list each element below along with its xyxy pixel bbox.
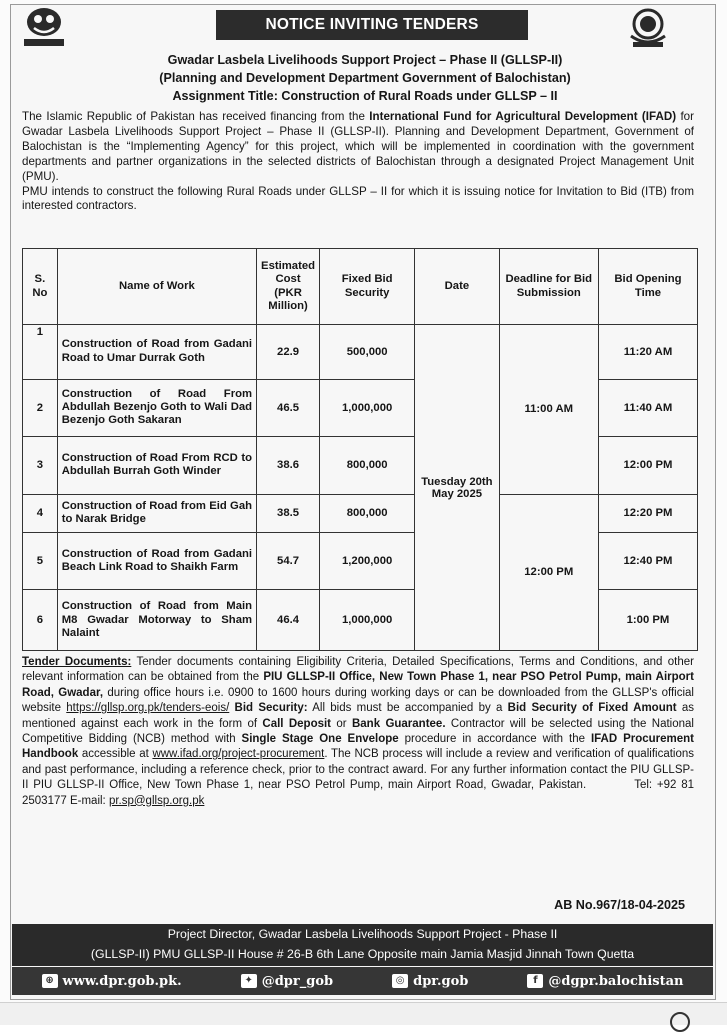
cell-cost: 22.9 (257, 325, 320, 380)
cell-deadline-1: 11:00 AM (499, 325, 598, 495)
footer-address (12, 924, 713, 966)
cell-name: Construction of Road From RCD to Abdullah Burrah Goth Winder (57, 437, 256, 495)
header-deadline: Deadline for Bid Submission (499, 249, 598, 325)
cell-cost: 46.5 (257, 379, 320, 437)
cell-name: Construction of Road from Main M8 Gwadar Motorway to Sham Nalaint (57, 590, 256, 651)
header-name: Name of Work (57, 249, 256, 325)
cell-opening: 1:00 PM (598, 590, 697, 651)
project-name: Gwadar Lasbela Livelihoods Support Project – Phase II (GLLSP-II) (167, 53, 563, 67)
viewer-bottom-strip (0, 1002, 727, 1025)
viewer-control-icon[interactable] (670, 1012, 690, 1032)
table-header-row (23, 249, 698, 325)
contact-tel: Tel: +92 81 2503177 E-mail: (22, 779, 695, 807)
cell-opening: 11:40 AM (598, 379, 697, 437)
cell-name: Construction of Road from Eid Gah to Narak Bridge (57, 494, 256, 532)
cell-security: 1,000,000 (320, 590, 415, 651)
cell-cost: 38.6 (257, 437, 320, 495)
twitter-icon: ✦ (241, 974, 257, 988)
cell-opening: 12:20 PM (598, 494, 697, 532)
cell-sno: 1 (23, 325, 58, 380)
cell-security: 800,000 (320, 437, 415, 495)
footer-line-1: Project Director, Gwadar Lasbela Livelihoods Support Project - Phase II (167, 927, 558, 941)
balochistan-emblem-icon (623, 6, 673, 50)
tender-documents-label: Tender Documents: (22, 656, 132, 668)
assignment-title: Assignment Title: Construction of Rural Roads under GLLSP – II (172, 89, 558, 103)
gllsp-logo-icon (19, 6, 69, 50)
header-date: Date (415, 249, 499, 325)
footer-line-2: (GLLSP-II) PMU GLLSP-II House # 26-B 6th Lane Opposite main Jamia Masjid Jinnah Town Quetta (90, 947, 635, 961)
intro-paragraph-2: PMU intends to construct the following Rural Roads under GLLSP – II for which it is issuing notice for Invitation to Bid (ITB) from interested contractors. (22, 184, 694, 213)
tenders-website-link[interactable]: https://gllsp.org.pk/tenders-eois/ (66, 702, 230, 715)
cell-security: 1,000,000 (320, 379, 415, 437)
social-facebook[interactable]: f @dgpr.balochistan (527, 974, 683, 989)
globe-icon: ⊕ (42, 974, 58, 988)
tender-documents-text: Tender Documents: Tender documents containing Eligibility Criteria, Detailed Specifications, Terms and Conditions, and other relevant information can be obtained from the PIU GLLSP-II Office, New Town Phase 1, near PSO Petrol Pump, main Airport Road, Gwadar, during office hours i.e. 0900 to 1600 hours during working days or can be downloaded from the GLLSP's official website https://gllsp.org.pk/tenders-eois/ Bid Security: All bids must be accompanied by a Bid Security of Fixed Amount as mentioned against each work in the form of Call Deposit or Bank Guarantee. Contractor will be selected using the National Competitive Bidding (NCB) method with Single Stage One Envelope procedure in accordance with the IFAD Procurement Handbook accessible at www.ifad.org/project-procurement. The NCB process will include a review and verification of qualifications and past performance, including a reference check, prior to the contract award. For any further information contact the PIU GLLSP-II PIU GLLSP-II Office, New Town Phase 1, near PSO Petrol Pump, main Airport Road, Gwadar, Pakistan. Tel: +92 81 2503177 E-mail: pr.sp@gllsp.org.pk (22, 656, 695, 807)
cell-name: Construction of Road from Gadani Beach Link Road to Shaikh Farm (57, 532, 256, 590)
cell-sno: 6 (23, 590, 58, 651)
table-row (23, 325, 698, 380)
cell-opening: 11:20 AM (598, 325, 697, 380)
social-website[interactable]: ⊕ www.dpr.gob.pk. (42, 974, 182, 989)
cell-security: 800,000 (320, 494, 415, 532)
cell-deadline-2: 12:00 PM (499, 494, 598, 650)
header-opening: Bid Opening Time (598, 249, 697, 325)
cell-date: Tuesday 20th May 2025 (415, 325, 499, 651)
intro-text (22, 110, 694, 214)
social-bar (12, 967, 713, 995)
notice-title: NOTICE INVITING TENDERS (216, 10, 528, 40)
tender-table (22, 248, 698, 651)
cell-sno: 5 (23, 532, 58, 590)
contact-email-link[interactable]: pr.sp@gllsp.org.pk (108, 794, 205, 807)
cell-cost: 54.7 (257, 532, 320, 590)
cell-security: 500,000 (320, 325, 415, 380)
header-cost: Estimated Cost (PKR Million) (257, 249, 320, 325)
cell-sno: 2 (23, 379, 58, 437)
header-sno: S. No (23, 249, 58, 325)
header-security: Fixed Bid Security (320, 249, 415, 325)
cell-name: Construction of Road from Gadani Road to Umar Durrak Goth (57, 325, 256, 380)
cell-sno: 4 (23, 494, 58, 532)
social-instagram[interactable]: ◎ dpr.gob (392, 974, 468, 989)
intro-paragraph-1: The Islamic Republic of Pakistan has received financing from the International Fund for Agricultural Development (IFAD) for Gwadar Lasbela Livelihoods Support Project – Phase II (GLLSP-II). Planning and Development Department, Government of Balochistan is the “Implementing Agency” for this project, which will be implemented in coordination with the government departments and partner organizations in the selected districts of Balochistan through a designated Project Management Unit (PMU). (22, 110, 694, 183)
reference-number: AB No.967/18-04-2025 (554, 898, 685, 912)
cell-opening: 12:40 PM (598, 532, 697, 590)
cell-opening: 12:00 PM (598, 437, 697, 495)
facebook-icon: f (527, 974, 543, 988)
cell-cost: 38.5 (257, 494, 320, 532)
instagram-icon: ◎ (392, 974, 408, 988)
cell-sno: 3 (23, 437, 58, 495)
cell-cost: 46.4 (257, 590, 320, 651)
ifad-procurement-link[interactable]: www.ifad.org/project-procurement (152, 748, 325, 761)
social-twitter[interactable]: ✦ @dpr_gob (241, 974, 333, 989)
cell-name: Construction of Road From Abdullah Bezenjo Goth to Wali Dad Bezenjo Goth Sakaran (57, 379, 256, 437)
table-row (23, 494, 698, 532)
department-name: (Planning and Development Department Government of Balochistan) (159, 71, 571, 85)
cell-security: 1,200,000 (320, 532, 415, 590)
